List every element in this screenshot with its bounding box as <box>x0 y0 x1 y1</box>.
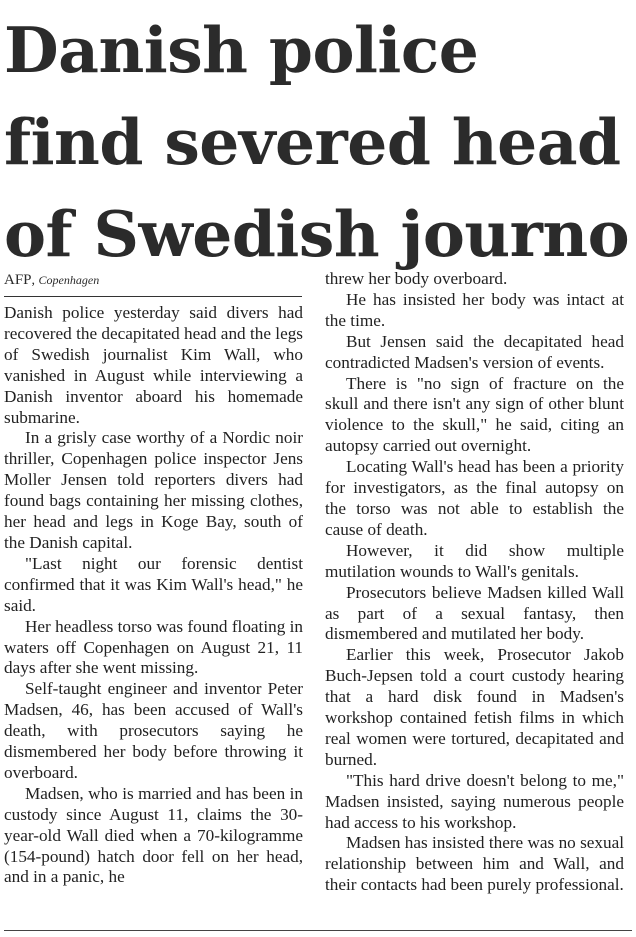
paragraph: Prosecutors believe Madsen killed Wall as part of a sexual fantasy, then dismembered and mutilated her body. <box>325 582 624 644</box>
article-column-1 <box>4 303 303 888</box>
paragraph: Madsen has insisted there was no sexual relationship between him and Wall, and their contacts had been purely professional. <box>325 833 624 895</box>
bottom-rule <box>4 930 632 931</box>
paragraph: Self-taught engineer and inventor Peter Madsen, 46, has been accused of Wall's death, with prosecutors saying he dismembered her body before throwing it overboard. <box>4 679 303 782</box>
paragraph: threw her body overboard. <box>325 269 508 288</box>
headline: Danish police find severed head of Swedish journo <box>4 13 630 271</box>
paragraph: "This hard drive doesn't belong to me," Madsen insisted, saying numerous people had access to his workshop. <box>325 770 624 832</box>
paragraph: Earlier this week, Prosecutor Jakob Buch-Jepsen told a court custody hearing that a hard disk found in Madsen's workshop contained fetish films in which real women were tortured, decapitated and burned. <box>325 645 624 769</box>
paragraph: "Last night our forensic dentist confirmed that it was Kim Wall's head," he said. <box>4 553 303 615</box>
paragraph: Her headless torso was found floating in waters off Copenhagen on August 21, 11 days after she went missing. <box>4 616 303 678</box>
paragraph: There is "no sign of fracture on the skull and there isn't any sign of other blunt violence to the skull," he said, citing an autopsy carried out overnight. <box>325 373 624 456</box>
paragraph: In a grisly case worthy of a Nordic noir thriller, Copenhagen police inspector Jens Moller Jensen told reporters divers had found bags containing her missing clothes, her head and legs in Koge Bay, south of the Danish capital. <box>4 428 303 552</box>
paragraph: However, it did show multiple mutilation wounds to Wall's genitals. <box>325 540 624 581</box>
paragraph: Locating Wall's head has been a priority for investigators, as the final autopsy on the torso was not able to establish the cause of death. <box>325 457 624 539</box>
byline-location: Copenhagen <box>38 273 100 287</box>
paragraph: Danish police yesterday said divers had recovered the decapitated head and the legs of Swedish journalist Kim Wall, who vanished in August while interviewing a Danish inventor aboard his homemade submarine. <box>4 303 303 427</box>
byline-agency: AFP <box>4 272 32 288</box>
paragraph: Madsen, who is married and has been in custody since August 11, claims the 30-year-old Wall died when a 70-kilogramme (154-pound) hatch door fell on her head, and in a panic, he <box>4 783 303 887</box>
article-column-2 <box>325 269 624 896</box>
paragraph: But Jensen said the decapitated head contradicted Madsen's version of events. <box>325 331 624 372</box>
byline: AFP, Copenhagen <box>4 271 302 297</box>
paragraph: He has insisted her body was intact at the time. <box>325 289 624 330</box>
